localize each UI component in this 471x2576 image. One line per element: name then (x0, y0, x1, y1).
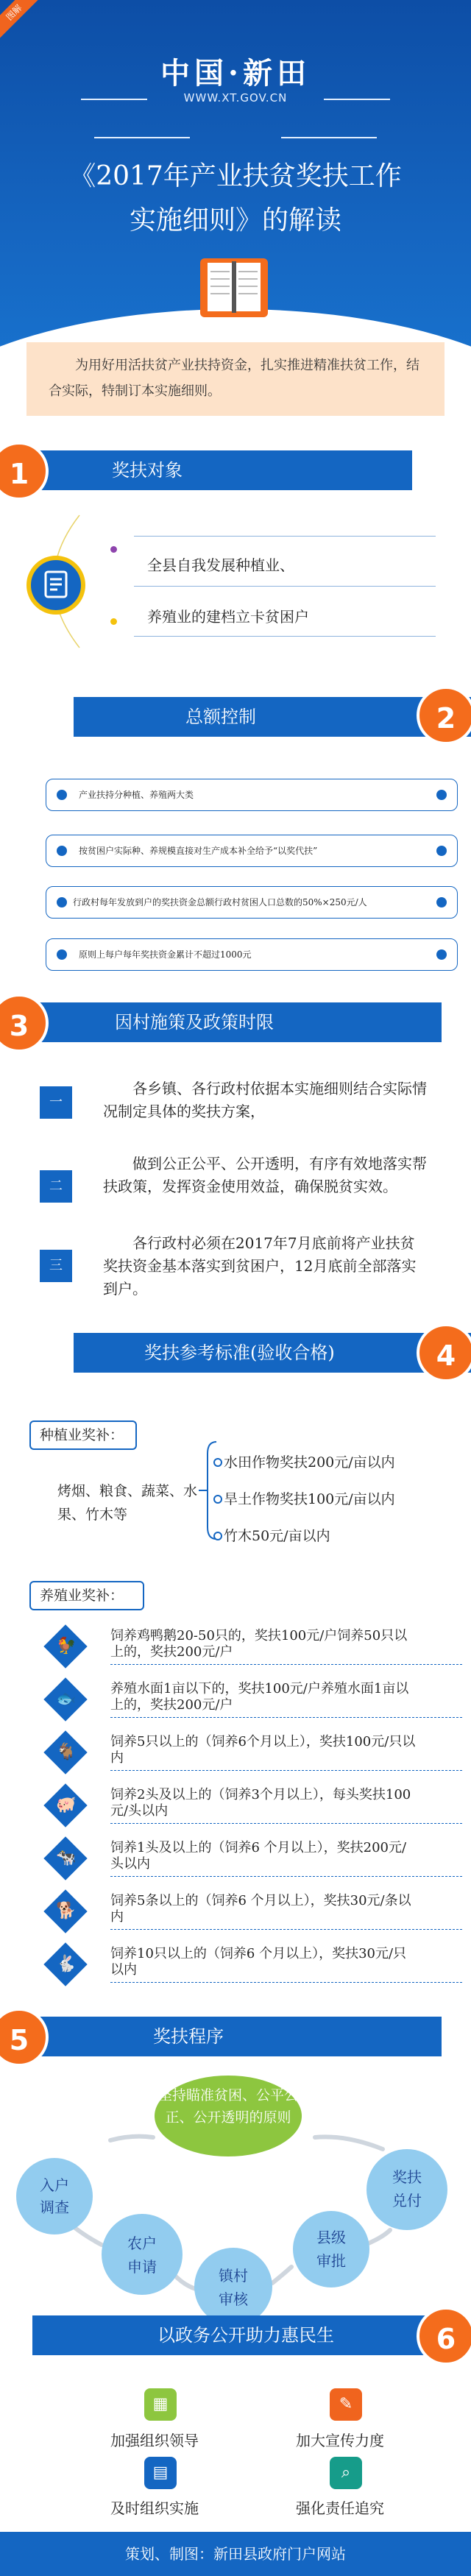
page-title-line2: 实施细则》的解读 (129, 205, 341, 236)
dashed-divider (110, 1770, 462, 1771)
dashed-divider (110, 1876, 462, 1877)
cow-icon: 🐄 (56, 1849, 77, 1867)
flow-step-5-label: 奖扶兑付 (392, 2168, 422, 2209)
section-2-bar (74, 697, 471, 737)
policy-item-1: 各乡镇、各行政村依据本实施细则结合实际情况制定具体的奖扶方案， (103, 1080, 427, 1120)
animal-item-2 (50, 1681, 462, 1718)
section-1-bar (29, 450, 412, 490)
bullet-dot (57, 846, 67, 856)
footer-credit: 策划、制图：新田县政府门户网站 (0, 2532, 471, 2576)
control-item-1 (46, 779, 458, 811)
flow-step-3 (194, 2248, 272, 2326)
rooster-icon: 🐓 (56, 1637, 77, 1655)
section-6-bar (32, 2315, 439, 2355)
pig-icon: 🐖 (56, 1796, 77, 1814)
page-title-line1: 《2017年产业扶贫奖扶工作 (69, 161, 402, 191)
policy-item-2: 做到公正公平、公开透明，有序有效地落实帮扶政策，发挥资金使用效益，确保脱贫实效。 (103, 1155, 427, 1195)
section-1-dot-yellow (110, 618, 117, 625)
dashed-divider (110, 1664, 462, 1665)
sheep-icon: 🐐 (56, 1743, 77, 1761)
section-1-line-3 (134, 636, 436, 637)
animal-label (29, 1581, 144, 1610)
book-icon: ▤ (144, 2457, 177, 2489)
section-1-line-1 (134, 536, 436, 537)
bullet-dot (57, 790, 67, 800)
section-5-number: 5 (0, 2008, 49, 2067)
animal-item-7 (50, 1946, 462, 1983)
dog-icon: 🐕 (56, 1902, 77, 1920)
control-item-1-text: 产业扶持分种植、养殖两大类 (79, 790, 194, 800)
section-1-line-2 (134, 586, 436, 587)
flow-step-2 (102, 2214, 183, 2295)
animal-item-6 (50, 1893, 462, 1930)
animal-item-1-text: 饲养鸡鸭鹅20-50只的，奖扶100元/户饲养50只以上的，奖扶200元/户 (110, 1628, 408, 1660)
section-2-number: 2 (417, 686, 471, 745)
control-item-3-text: 行政村每年发放到户的奖扶资金总额行政村贫困人口总数的50%×250元/人 (73, 897, 367, 907)
flow-step-3-label: 镇村审核 (219, 2267, 248, 2308)
animal-item-1 (50, 1628, 462, 1665)
megaphone-icon: ✎ (330, 2388, 362, 2421)
policy-badge-3: 三 (40, 1250, 72, 1282)
dashed-divider (110, 1982, 462, 1983)
dashed-divider (110, 1717, 462, 1718)
flow-step-1 (16, 2158, 93, 2234)
section-1-number: 1 (0, 442, 49, 500)
section-1-icon-circle (26, 556, 85, 615)
animal-item-6-text: 饲养5条以上的（饲养6 个月以上），奖扶30元/条以内 (110, 1893, 411, 1925)
search-icon: ⌕ (330, 2457, 362, 2489)
section-3-title: 因村施策及政策时限 (115, 1012, 274, 1033)
control-item-2-text: 按贫困户实际种、养规模直接对生产成本补全给予“以奖代扶” (79, 846, 318, 856)
page-title (0, 155, 471, 243)
object-item-1: 全县自我发展种植业、 (147, 556, 294, 574)
openness-item-3: 及时组织实施 (110, 2499, 199, 2517)
plant-item-1: 水田作物奖扶200元/亩以内 (224, 1454, 395, 1471)
section-1-title: 奖扶对象 (112, 460, 183, 481)
animal-item-4-text: 饲养2头及以上的（饲养3个月以上），每头奖扶100元/头以内 (110, 1787, 411, 1819)
bullet-dot (436, 897, 447, 907)
bullet-dot (436, 790, 447, 800)
corner-tag: 图解 (0, 0, 43, 42)
section-3-bar (29, 1002, 442, 1042)
flow-step-2-label: 农户申请 (127, 2234, 157, 2276)
animal-item-5-text: 饲养1头及以上的（饲养6 个月以上），奖扶200元/头以内 (110, 1840, 407, 1872)
divider-left-2 (94, 137, 190, 138)
control-item-3 (46, 886, 458, 919)
flow-principle: 坚持瞄准贫困、公平公正、公开透明的原则 (155, 2076, 302, 2156)
animal-item-7-text: 饲养10只以上的（饲养6 个月以上），奖扶30元/只以内 (110, 1946, 407, 1978)
control-item-2 (46, 835, 458, 867)
object-item-2: 养殖业的建档立卡贫困户 (147, 608, 309, 626)
bullet-dot (436, 846, 447, 856)
section-4-title: 奖扶参考标准(验收合格) (144, 1342, 335, 1363)
plant-label (29, 1420, 137, 1450)
animal-item-2-text: 养殖水面1亩以下的，奖扶100元/户养殖水面1亩以上的，奖扶200元/户 (110, 1681, 409, 1713)
section-4-bar (74, 1333, 471, 1373)
policy-item-3: 各行政村必须在2017年7月底前将产业扶贫奖扶资金基本落实到贫困户，12月底前全部落实到户。 (103, 1234, 417, 1298)
flow-step-4 (293, 2211, 369, 2287)
dashed-divider (110, 1929, 462, 1930)
animal-label-text: 养殖业奖补： (40, 1588, 124, 1604)
section-5-title: 奖扶程序 (153, 2026, 224, 2047)
bullet-dot (57, 949, 67, 960)
animal-item-3 (50, 1734, 462, 1771)
plant-label-text: 种植业奖补： (40, 1427, 124, 1443)
openness-item-4: 强化责任追究 (296, 2499, 384, 2517)
rabbit-icon: 🐇 (56, 1955, 77, 1973)
divider-right-2 (281, 137, 377, 138)
section-4-number: 4 (417, 1323, 471, 1382)
animal-item-3-text: 饲养5只以上的（饲养6个月以上），奖扶100元/只以内 (110, 1734, 416, 1766)
policy-badge-2: 二 (40, 1170, 72, 1203)
section-5-bar (29, 2017, 442, 2056)
plant-bracket (199, 1439, 221, 1542)
section-1-dot-purple (110, 546, 117, 553)
plant-dot-3 (213, 1532, 222, 1540)
flow-step-4-label: 县级审批 (316, 2229, 346, 2270)
plant-crops: 烤烟、粮食、蔬菜、水果、竹木等 (57, 1483, 198, 1523)
calendar-icon: ▦ (144, 2388, 177, 2421)
openness-item-1: 加强组织领导 (110, 2432, 199, 2449)
open-book-icon (197, 254, 271, 320)
openness-item-2: 加大宣传力度 (296, 2432, 384, 2449)
flow-step-5 (366, 2149, 447, 2230)
bullet-dot (57, 897, 67, 907)
control-item-4-text: 原则上每户每年奖扶资金累计不超过1000元 (79, 949, 252, 960)
fish-icon: 🐟 (56, 1690, 77, 1708)
control-item-4 (46, 938, 458, 971)
animal-item-4 (50, 1787, 462, 1824)
plant-item-3: 竹木50元/亩以内 (224, 1528, 330, 1544)
plant-item-2: 旱土作物奖扶100元/亩以内 (224, 1491, 395, 1507)
site-url[interactable]: WWW.XT.GOV.CN (183, 91, 288, 105)
bullet-dot (436, 949, 447, 960)
section-6-number: 6 (417, 2307, 471, 2366)
site-name: 中国·新田 (160, 56, 311, 91)
policy-badge-1: 一 (40, 1086, 72, 1119)
flow-step-1-label: 入户调查 (40, 2176, 69, 2216)
dashed-divider (110, 1823, 462, 1824)
section-2-title: 总额控制 (185, 707, 256, 727)
section-3-number: 3 (0, 994, 49, 1052)
intro-text: 为用好用活扶贫产业扶持资金，扎实推进精准扶贫工作，结合实际，特制订本实施细则。 (26, 342, 445, 416)
plant-dot-1 (213, 1458, 222, 1467)
plant-dot-2 (213, 1495, 222, 1504)
section-6-title: 以政务公开助力惠民生 (157, 2325, 334, 2346)
document-icon (31, 560, 81, 610)
animal-item-5 (50, 1840, 462, 1877)
